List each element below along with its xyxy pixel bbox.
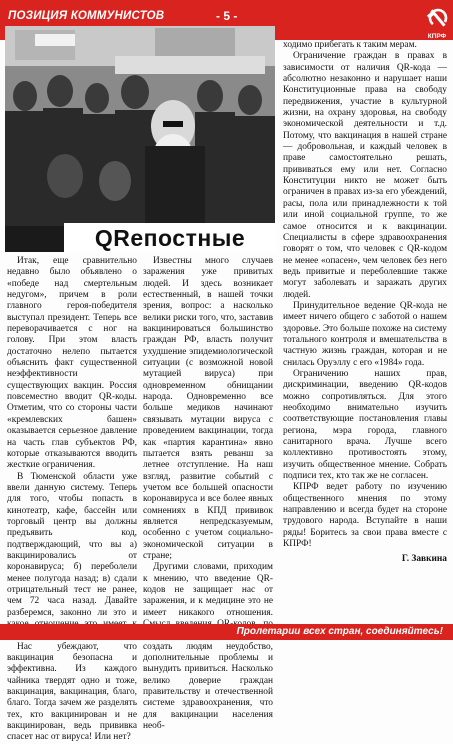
author-signature: Г. Завкина xyxy=(401,554,447,565)
paragraph: Ограничение граждан в правах в зависимости от наличия QR-кода — абсолютно незаконно и нарушает наши Конституционные права на свободу передвижения, участие в культурной жизни, на охрану здоровья, на свободу экономической деятельности и т.д. Потому, что вакцинация в нашей стране — добровольная, и каждый человек в праве самостоятельно решать, прививаться ему или нет. Согласно Конституции никто не может быть ограничен в правах из-за его убеждений, расы, пола или принадлежности к той или иной социальной группе, то же самое относится и к вакцинации. Специалисты в сфере здравоохранения говорят о том, что человек с QR-кодом не менее «опасен», чем человек без него ведь привитые и переболевшие также могут заболевать и заражать других людей. xyxy=(283,51,447,300)
paragraph: Другими словами, приходим к мнению, что введение QR-кодов не защищает нас от заражения, и к медицине это не имеет никакого отношения. создать людям неудобство, дополнительные проблемы и вынудить привиться. Насколько велико доверие граждан правительству и отечественной системе здравоохранения, что для вакцинации населения необ- xyxy=(143,562,273,732)
page-footer xyxy=(0,624,453,640)
hammer-sickle-logo-icon xyxy=(425,6,451,34)
paragraph: ходимо прибегать к таким мерам. xyxy=(283,40,417,50)
article-column-1 xyxy=(7,256,137,744)
page-number: - 5 - xyxy=(216,9,238,23)
article-column-2 xyxy=(143,256,273,732)
footer-slogan: Пролетарии всех стран, соединяйтесь! xyxy=(236,626,443,637)
paragraph: Ограничению наших прав, дискриминации, введению QR-кодов можно сопротивляться. Для этого необходимо внимательно изучить соответствующие постановления главы региона, мэра города, главного санитарного врача. Лучше всего коллективно противостоять этому, изучить общественное мнение. Собрать подписи тех, кто так же не согласен. xyxy=(283,368,447,482)
paragraph: Принудительное ведение QR-кода не имеет ничего общего с заботой о нашем здоровье. Это больше похоже на систему тотального контроля и вмешательства в частную жизнь граждан, которая и не снилась Оруэллу с его «1984» года. xyxy=(283,300,447,368)
paragraph: Итак, еще сравнительно недавно было объявлено о «победе над смертельным недугом», причем в роли главного героя-победителя выступал президент. Теперь все переворачивается с ног на голову. При этом власть достаточно нелепо пытается объяснить факт существенной неэффективности существующих вакцин. Россия повсеместно вводит QR-коды. Отметим, что со стороны части «кремлевских башен» оказывается серьезное давление на часть глав субъектов РФ, которые отказываются вводить жесткие ограничения. xyxy=(7,256,137,471)
logo-text: КПРФ xyxy=(427,33,447,40)
paragraph: В Тюменской области уже ввели данную систему. Теперь для того, чтобы попасть в кинотеатр, кафе, бассейн или торговый центр вы должны предъявить код, подтверждающий, что вы а) вакцинировались от коронавируса; б) переболели менее полугода назад; в) сдали отрицательный тест не ранее, чем 72 часа назад. Давайте разберемся, законно ли это и xyxy=(7,471,137,618)
article-title: QRепостные xyxy=(64,223,276,253)
crowd-photo-image xyxy=(5,26,275,252)
article-photo xyxy=(5,26,275,252)
paragraph: Известны много случаев заражения уже привитых людей. И здесь возникает естественный, в нашей точки зрения, вопрос: а насколько велики риски того, что, заставив вакцинироваться большинство граждан РФ, власть получит ухудшение эпидемиологической ситуации (с возможной новой мутацией вируса) при одновременном обнищании народа. Одновременно все больше медиков начинают связывать мутации вируса с проведением вакцинации, тогда как «партия карантина» явно пытается взять реванш за летнее отступление. На наш взгляд, развитие событий с учетом все большей опасности коронавируса и все более явных сомнениях в КПД прививок является непредсказуемым, особенно с учетом социально-экономической ситуации в стране; xyxy=(143,256,273,561)
paragraph: КПРФ ведет работу по изучению общественного мнения по этому направлению и всегда будет на стороне трудового народа. Вступайте в наши ряды! Боритесь за свои права вместе с КПРФ! xyxy=(283,482,447,550)
section-title: ПОЗИЦИЯ КОММУНИСТОВ xyxy=(8,10,165,22)
paragraph: Нас убеждают, что вакцинация безопасна и эффективна. Из каждого чайника твердят одно и тоже, вакцинация, вакцинация, благо, благо. Тогда зачем же разделять тех, кто вакцинирован и не вакцинирован, ведь прививка спасет нас от вируса! Или нет? xyxy=(7,641,137,743)
article-column-3 xyxy=(283,40,447,566)
